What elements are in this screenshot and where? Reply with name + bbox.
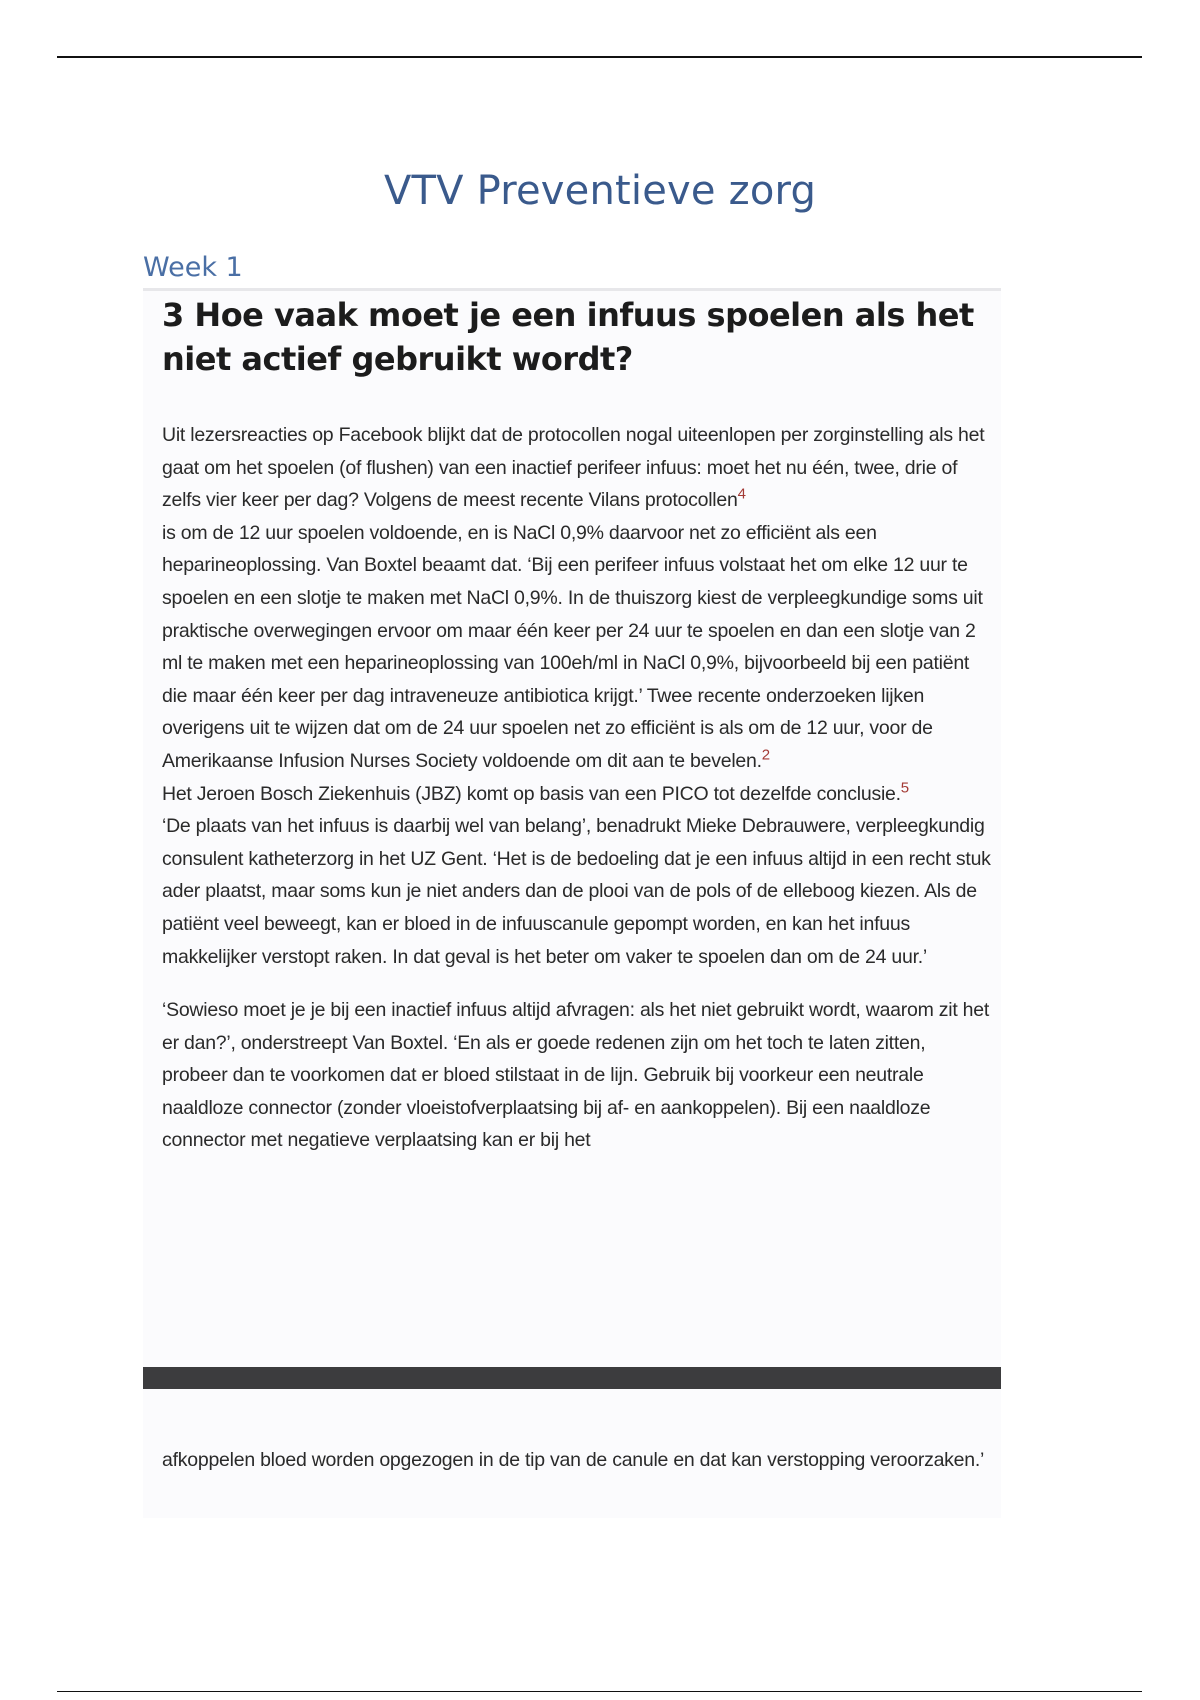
- footer-rule: [57, 1691, 1142, 1692]
- paragraph-6: afkoppelen bloed worden opgezogen in de tip van de canule en dat kan verstopping veroorzaken.’: [162, 1449, 985, 1471]
- page-break-bar: [143, 1367, 1001, 1389]
- article-body: [162, 419, 992, 1157]
- header-rule: [57, 56, 1142, 58]
- paragraph-3-text: Het Jeroen Bosch Ziekenhuis (JBZ) komt op basis van een PICO tot dezelfde conclusie.: [162, 782, 901, 805]
- footnote-ref-4: 4: [737, 485, 746, 503]
- footnote-ref-5: 5: [900, 779, 909, 797]
- document-title: VTV Preventieve zorg: [383, 168, 817, 214]
- paragraph-4: ‘De plaats van het infuus is daarbij wel van belang’, benadrukt Mieke Debrauwere, verpleegkundig consulent katheterzorg in het UZ Gent. ‘Het is de bedoeling dat je een infuus altijd in een recht stuk ader plaatst, maar soms kun je niet anders dan de plooi van de pols of de elleboog kiezen. Als de patiënt veel beweegt, kan er bloed in de infuuscanule gepompt worden, en kan het infuus makkelijker verstopt raken. In dat geval is het beter om vaker te spoelen dan om de 24 uur.’: [162, 815, 991, 968]
- paragraph-1-text: Uit lezersreacties op Facebook blijkt dat de protocollen nogal uiteenlopen per zorginstelling als het gaat om het spoelen (of flushen) van een inactief perifeer infuus: moet het nu één, twee, drie of zelfs vier keer per dag? Volgens de meest recente Vilans protocollen: [162, 424, 985, 512]
- article-screenshot: [143, 288, 1001, 1518]
- paragraph-2-text: is om de 12 uur spoelen voldoende, en is NaCl 0,9% daarvoor net zo efficiënt als een heparineoplossing. Van Boxtel beaamt dat. ‘Bij een perifeer infuus volstaat het om elke 12 uur te spoelen en een slotje te maken met NaCl 0,9%. In de thuiszorg kiest de verpleegkundige soms uit praktische overwegingen ervoor om maar één keer per 24 uur te spoelen en dan een slotje van 2 ml te maken met een heparineoplossing van 100eh/ml in NaCl 0,9%, bijvoorbeeld bij een patiënt die maar één keer per dag intraveneuze antibiotica krijgt.’ Twee recente onderzoeken lijken overigens uit te wijzen dat om de 24 uur spoelen net zo efficiënt is als om de 12 uur, voor de Amerikaanse Infusion Nurses Society voldoende om dit aan te bevelen.: [162, 521, 983, 772]
- paragraph-5: ‘Sowieso moet je je bij een inactief infuus altijd afvragen: als het niet gebruikt wordt, waarom zit het er dan?’, onderstreept Van Boxtel. ‘En als er goede redenen zijn om het toch te laten zitten, probeer dan te voorkomen dat er bloed stilstaat in de lijn. Gebruik bij voorkeur een neutrale naaldloze connector (zonder vloeistofverplaatsing bij af- en aankoppelen). Bij een naaldloze connector met negatieve verplaatsing kan er bij het: [162, 999, 990, 1152]
- article-heading: 3 Hoe vaak moet je een infuus spoelen als het niet actief gebruikt wordt?: [162, 296, 974, 378]
- paragraph-3: [162, 778, 992, 811]
- week-heading: Week 1: [143, 252, 243, 283]
- paragraph-2: [162, 517, 992, 778]
- footnote-ref-2: 2: [761, 746, 770, 764]
- paragraph-1: [162, 419, 992, 517]
